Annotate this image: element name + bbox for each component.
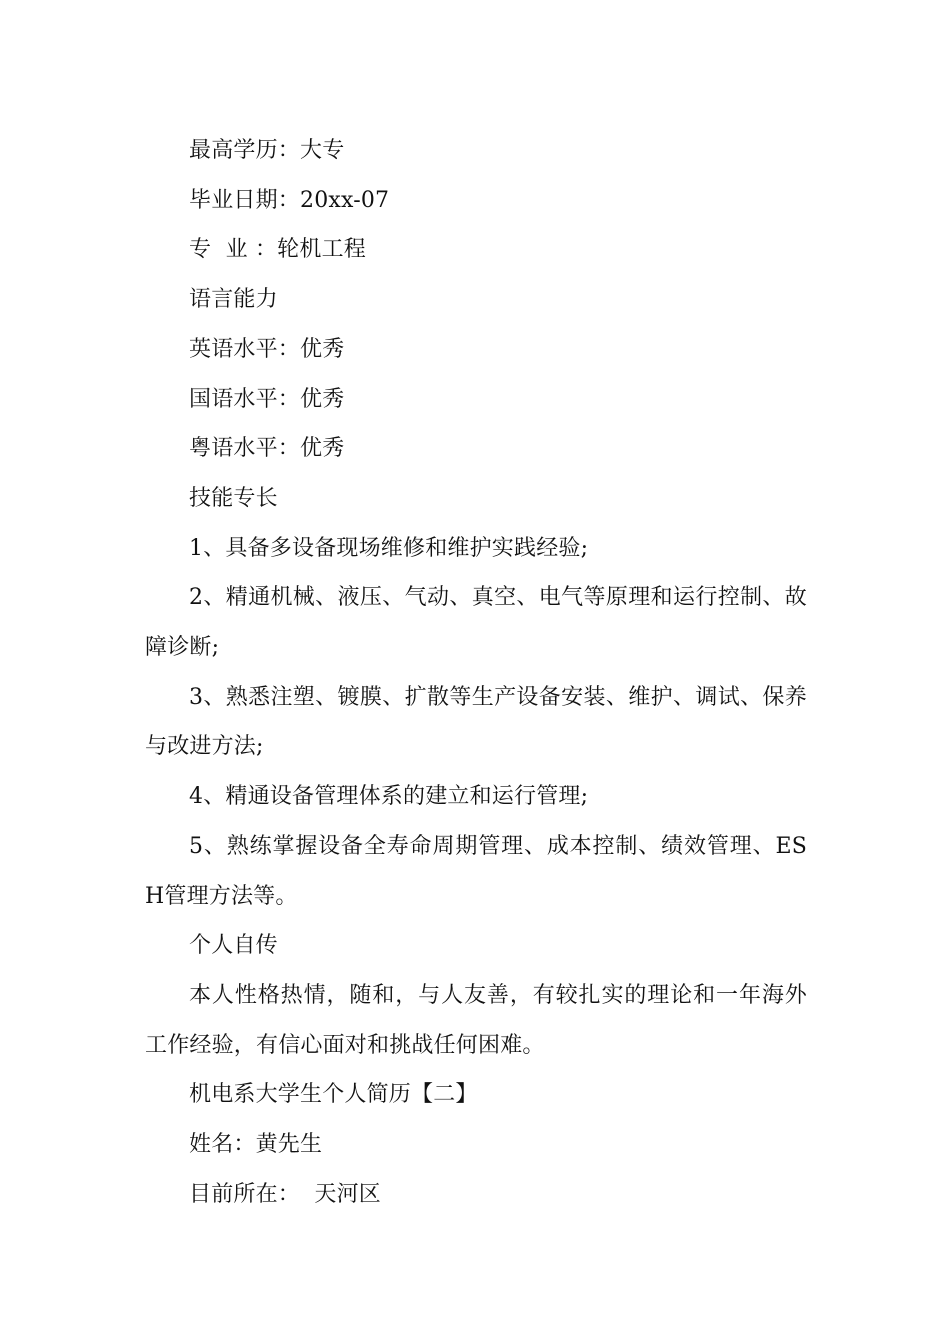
education-line: 最高学历：大专 xyxy=(189,138,345,163)
skill-item-3: 3、熟悉注塑、镀膜、扩散等生产设备安装、维护、调试、保养与改进方法; xyxy=(145,684,807,760)
cantonese-level-line: 粤语水平：优秀 xyxy=(189,436,345,462)
skills-heading: 技能专长 xyxy=(189,485,278,511)
language-heading: 语言能力 xyxy=(189,287,278,313)
skill-item-4: 4、精通设备管理体系的建立和运行管理; xyxy=(189,784,589,810)
name-line: 姓名：黄先生 xyxy=(189,1132,323,1158)
self-intro-text: 本人性格热情，随和，与人友善，有较扎实的理论和一年海外工作经验，有信心面对和挑战任何困难。 xyxy=(145,982,807,1058)
skill-item-5: 5、熟练掌握设备全寿命周期管理、成本控制、绩效管理、ESH管理方法等。 xyxy=(145,833,807,909)
mandarin-level-line: 国语水平：优秀 xyxy=(189,386,345,412)
skill-item-2: 2、精通机械、液压、气动、真空、电气等原理和运行控制、故障诊断; xyxy=(145,585,807,661)
document-page xyxy=(145,126,807,1219)
location-line: 目前所在： 天河区 xyxy=(189,1181,381,1207)
english-level-line: 英语水平：优秀 xyxy=(189,336,345,362)
resume-two-title: 机电系大学生个人简历【二】 xyxy=(189,1082,478,1108)
self-intro-heading: 个人自传 xyxy=(189,933,278,959)
skill-item-1: 1、具备多设备现场维修和维护实践经验; xyxy=(189,535,589,561)
graduation-date-line: 毕业日期：20xx-07 xyxy=(189,187,390,213)
major-line: 专 业 ：轮机工程 xyxy=(189,237,366,263)
